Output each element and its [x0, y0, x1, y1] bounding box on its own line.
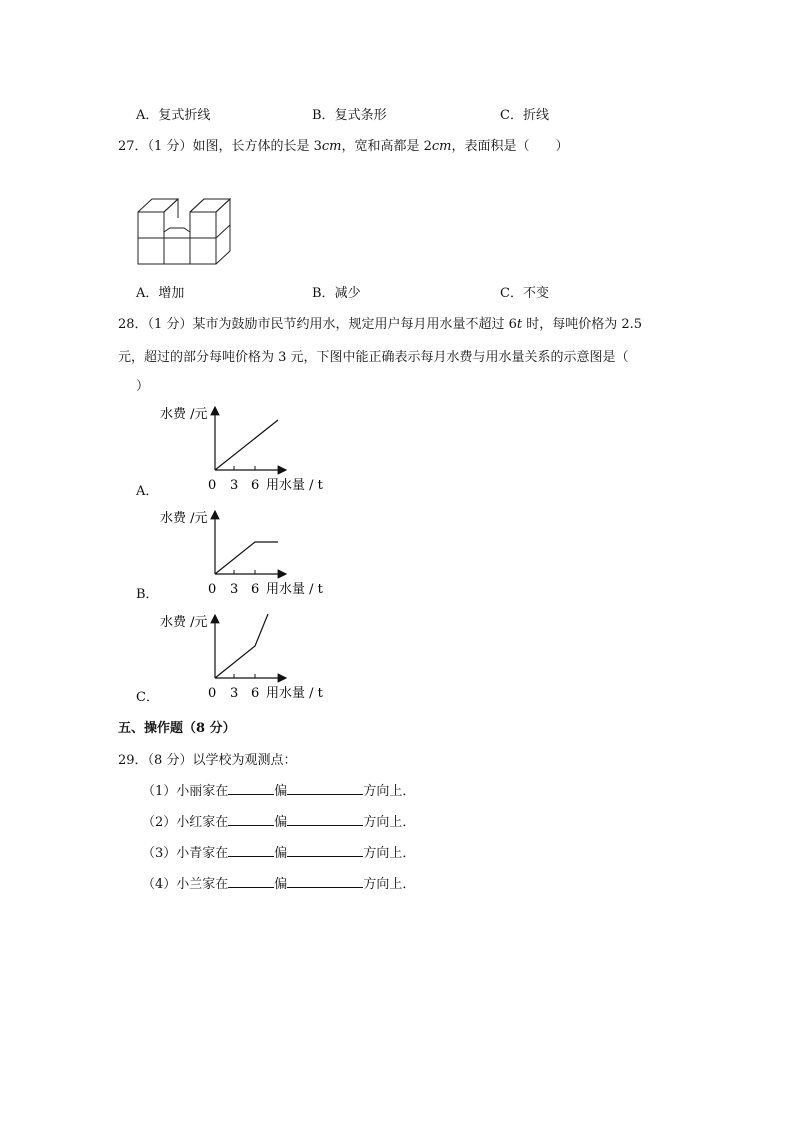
graph-c-tick-label-0: 0 [208, 686, 217, 701]
section-5-title: 五、操作题（8 分） [118, 721, 236, 736]
answer-blank[interactable] [228, 782, 274, 795]
q28-graph-a [158, 402, 338, 494]
q29-item-1: （1）小丽家在 偏 方向上． [142, 784, 416, 799]
q29-item-3: （3）小青家在 偏 方向上． [142, 846, 416, 861]
q28-stem-line3: ） [136, 379, 150, 394]
graph-b-ylabel: 水费 /元 [160, 511, 208, 526]
q28-graph-c [158, 610, 338, 702]
q26-option-c: C．折线 [500, 108, 549, 123]
graph-b-tick-label-0: 0 [208, 582, 217, 597]
cuboid-figure [130, 188, 242, 268]
answer-blank[interactable] [228, 813, 274, 826]
graph-c-xlabel: 用水量 / t [266, 686, 323, 701]
q29-item-4: （4）小兰家在 偏 方向上． [142, 877, 416, 892]
graph-b-tick-label-3: 3 [230, 582, 239, 597]
q26-option-a: A．复式折线 [136, 108, 211, 123]
q28-graph-b [158, 506, 338, 598]
q27-stem: 27．（1 分）如图，长方体的长是 3cm，宽和高都是 2cm，表面积是（ ） [118, 139, 569, 154]
answer-blank[interactable] [228, 875, 274, 888]
q28-graph-a-letter: A． [136, 484, 159, 499]
graph-c-tick-label-6: 6 [251, 686, 260, 701]
q29-item-2: （2）小红家在 偏 方向上． [142, 815, 416, 830]
graph-a-tick-label-0: 0 [208, 478, 217, 493]
graph-a-line [215, 420, 278, 470]
q27-option-b: B．减少 [312, 286, 361, 301]
graph-a-tick-label-3: 3 [230, 478, 239, 493]
q29-stem: 29．（8 分）以学校为观测点： [118, 753, 297, 768]
q28-stem-line2: 元，超过的部分每吨价格为 3 元，下图中能正确表示每月水费与用水量关系的示意图是（ [118, 350, 629, 365]
graph-c-ylabel: 水费 /元 [160, 615, 208, 630]
graph-b-line [215, 542, 278, 574]
q27-option-a: A．增加 [136, 286, 185, 301]
q28-graph-b-letter: B． [136, 587, 159, 602]
q26-option-b: B．复式条形 [312, 108, 387, 123]
graph-b-tick-label-6: 6 [251, 582, 260, 597]
q27-option-c: C．不变 [500, 286, 549, 301]
answer-blank[interactable] [287, 813, 363, 826]
answer-blank[interactable] [287, 782, 363, 795]
answer-blank[interactable] [228, 844, 274, 857]
q28-graph-c-letter: C． [136, 690, 159, 705]
graph-a-tick-label-6: 6 [251, 478, 260, 493]
graph-c-tick-label-3: 3 [230, 686, 239, 701]
graph-a-xlabel: 用水量 / t [266, 478, 323, 493]
answer-blank[interactable] [287, 875, 363, 888]
q28-stem-line1: 28．（1 分）某市为鼓励市民节约用水，规定用户每月用水量不超过 6t 时，每吨价格为 2.5 [118, 317, 643, 332]
graph-a-ylabel: 水费 /元 [160, 407, 208, 422]
answer-blank[interactable] [287, 844, 363, 857]
graph-b-xlabel: 用水量 / t [266, 582, 323, 597]
graph-c-line [215, 614, 268, 678]
